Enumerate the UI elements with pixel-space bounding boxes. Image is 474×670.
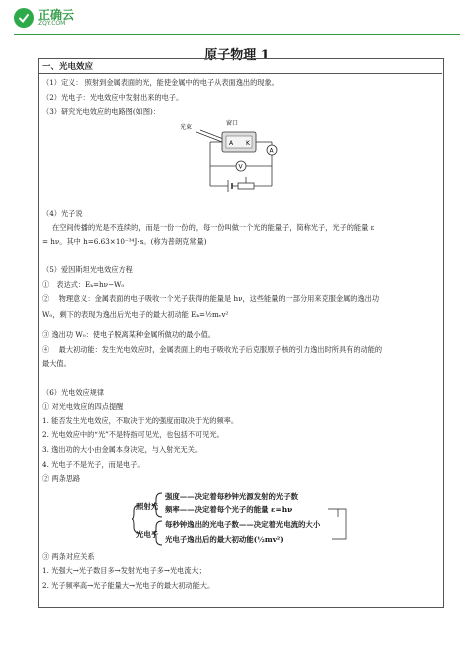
text-line: 2. 光电效应中的“光”不是特指可见光，也包括不可见光。 [42, 430, 224, 439]
text-line: ① 对光电效应的四点提醒 [42, 402, 124, 411]
max-kinetic-energy-relation: 光电子逸出后的最大初动能(½mv²) [165, 535, 284, 544]
brand-name: 正确云 [38, 8, 75, 22]
text-line: （5）爱因斯坦光电效应方程 [42, 265, 133, 274]
voltmeter-label: V [238, 163, 243, 171]
text-line: （3）研究光电效应的电路图(如图)： [42, 107, 160, 116]
text-line: 3. 逸出功的大小由金属本身决定，与入射光无关。 [42, 445, 203, 454]
text-line: （6）光电效应规律 [42, 388, 105, 397]
text-line: 1. 光强大→光子数目多→发射光电子多→光电流大； [42, 566, 206, 575]
intensity-relation: 强度——决定着每秒钟光源发射的光子数 [165, 492, 299, 501]
text-line: 4. 光电子不是光子，而是电子。 [42, 460, 145, 469]
text-line: W₀，剩下的表现为逸出后光电子的最大初动能 Eₖ=½mᵥv² [42, 310, 229, 319]
photoelectron-label: 光电子 [136, 530, 159, 539]
text-line: 最大值。 [42, 359, 71, 368]
photoelectric-circuit-diagram [176, 118, 286, 198]
incident-light-label: 照射光 [136, 502, 159, 511]
section-heading-text: 一、光电效应 [42, 62, 94, 72]
frequency-relation: 频率——决定着每个光子的能量 ε=hν [165, 505, 293, 514]
text-line: = hν。其中 h=6.63×10⁻³⁴J·s。(称为普朗克常量) [42, 237, 207, 246]
text-line: （1）定义： 照射到金属表面的光，能使金属中的电子从表面逸出的现象。 [42, 78, 279, 87]
header-divider [14, 34, 460, 35]
text-line: 2. 光子频率高→光子能量大→光电子的最大初动能大。 [42, 581, 215, 590]
two-ideas-diagram [132, 491, 352, 549]
anode-label: A [229, 140, 234, 147]
text-line: ③ 两条对应关系 [42, 552, 95, 561]
ammeter-label: A [269, 147, 274, 155]
section-heading [38, 59, 442, 74]
text-line: ② 物理意义：金属表面的电子吸收一个光子获得的能量是 hν，这些能量的一部分用来克服金属的逸出功 [42, 294, 380, 303]
text-line: ④ 最大初动能：发生光电效应时，金属表面上的电子吸收光子后克服原子核的引力逸出时所具有的动能的 [42, 345, 383, 354]
checkmark-icon [14, 8, 34, 28]
text-line: （2）光电子：光电效应中发射出来的电子。 [42, 93, 184, 102]
text-line: 1. 能否发生光电效应，不取决于光的强度而取决于光的频率。 [42, 416, 239, 425]
electron-count-relation: 每秒钟逸出的光电子数——决定着光电流的大小 [165, 520, 321, 529]
rheostat-icon [238, 183, 254, 189]
text-line: 在空间传播的光是不连续的，而是一份一份的，每一份叫做一个光的能量子，简称光子，光子的能量 ε [52, 223, 375, 232]
brand-domain: ZQY.COM [38, 20, 66, 27]
text-line: （4）光子说 [42, 209, 83, 218]
text-line: ③ 逸出功 W₀：使电子脱离某种金属所做功的最小值。 [42, 330, 215, 339]
cathode-label: K [246, 140, 250, 147]
window-label: 窗口 [226, 120, 239, 127]
light-beam-label: 光束 [180, 124, 193, 131]
brand-logo[interactable] [14, 8, 74, 28]
text-line: ② 两条思路 [42, 474, 81, 483]
text-line: ① 表达式：Eₖ=hν−W₀ [42, 280, 125, 289]
document-title: 原子物理 1 [204, 48, 270, 63]
page-header [14, 8, 460, 34]
